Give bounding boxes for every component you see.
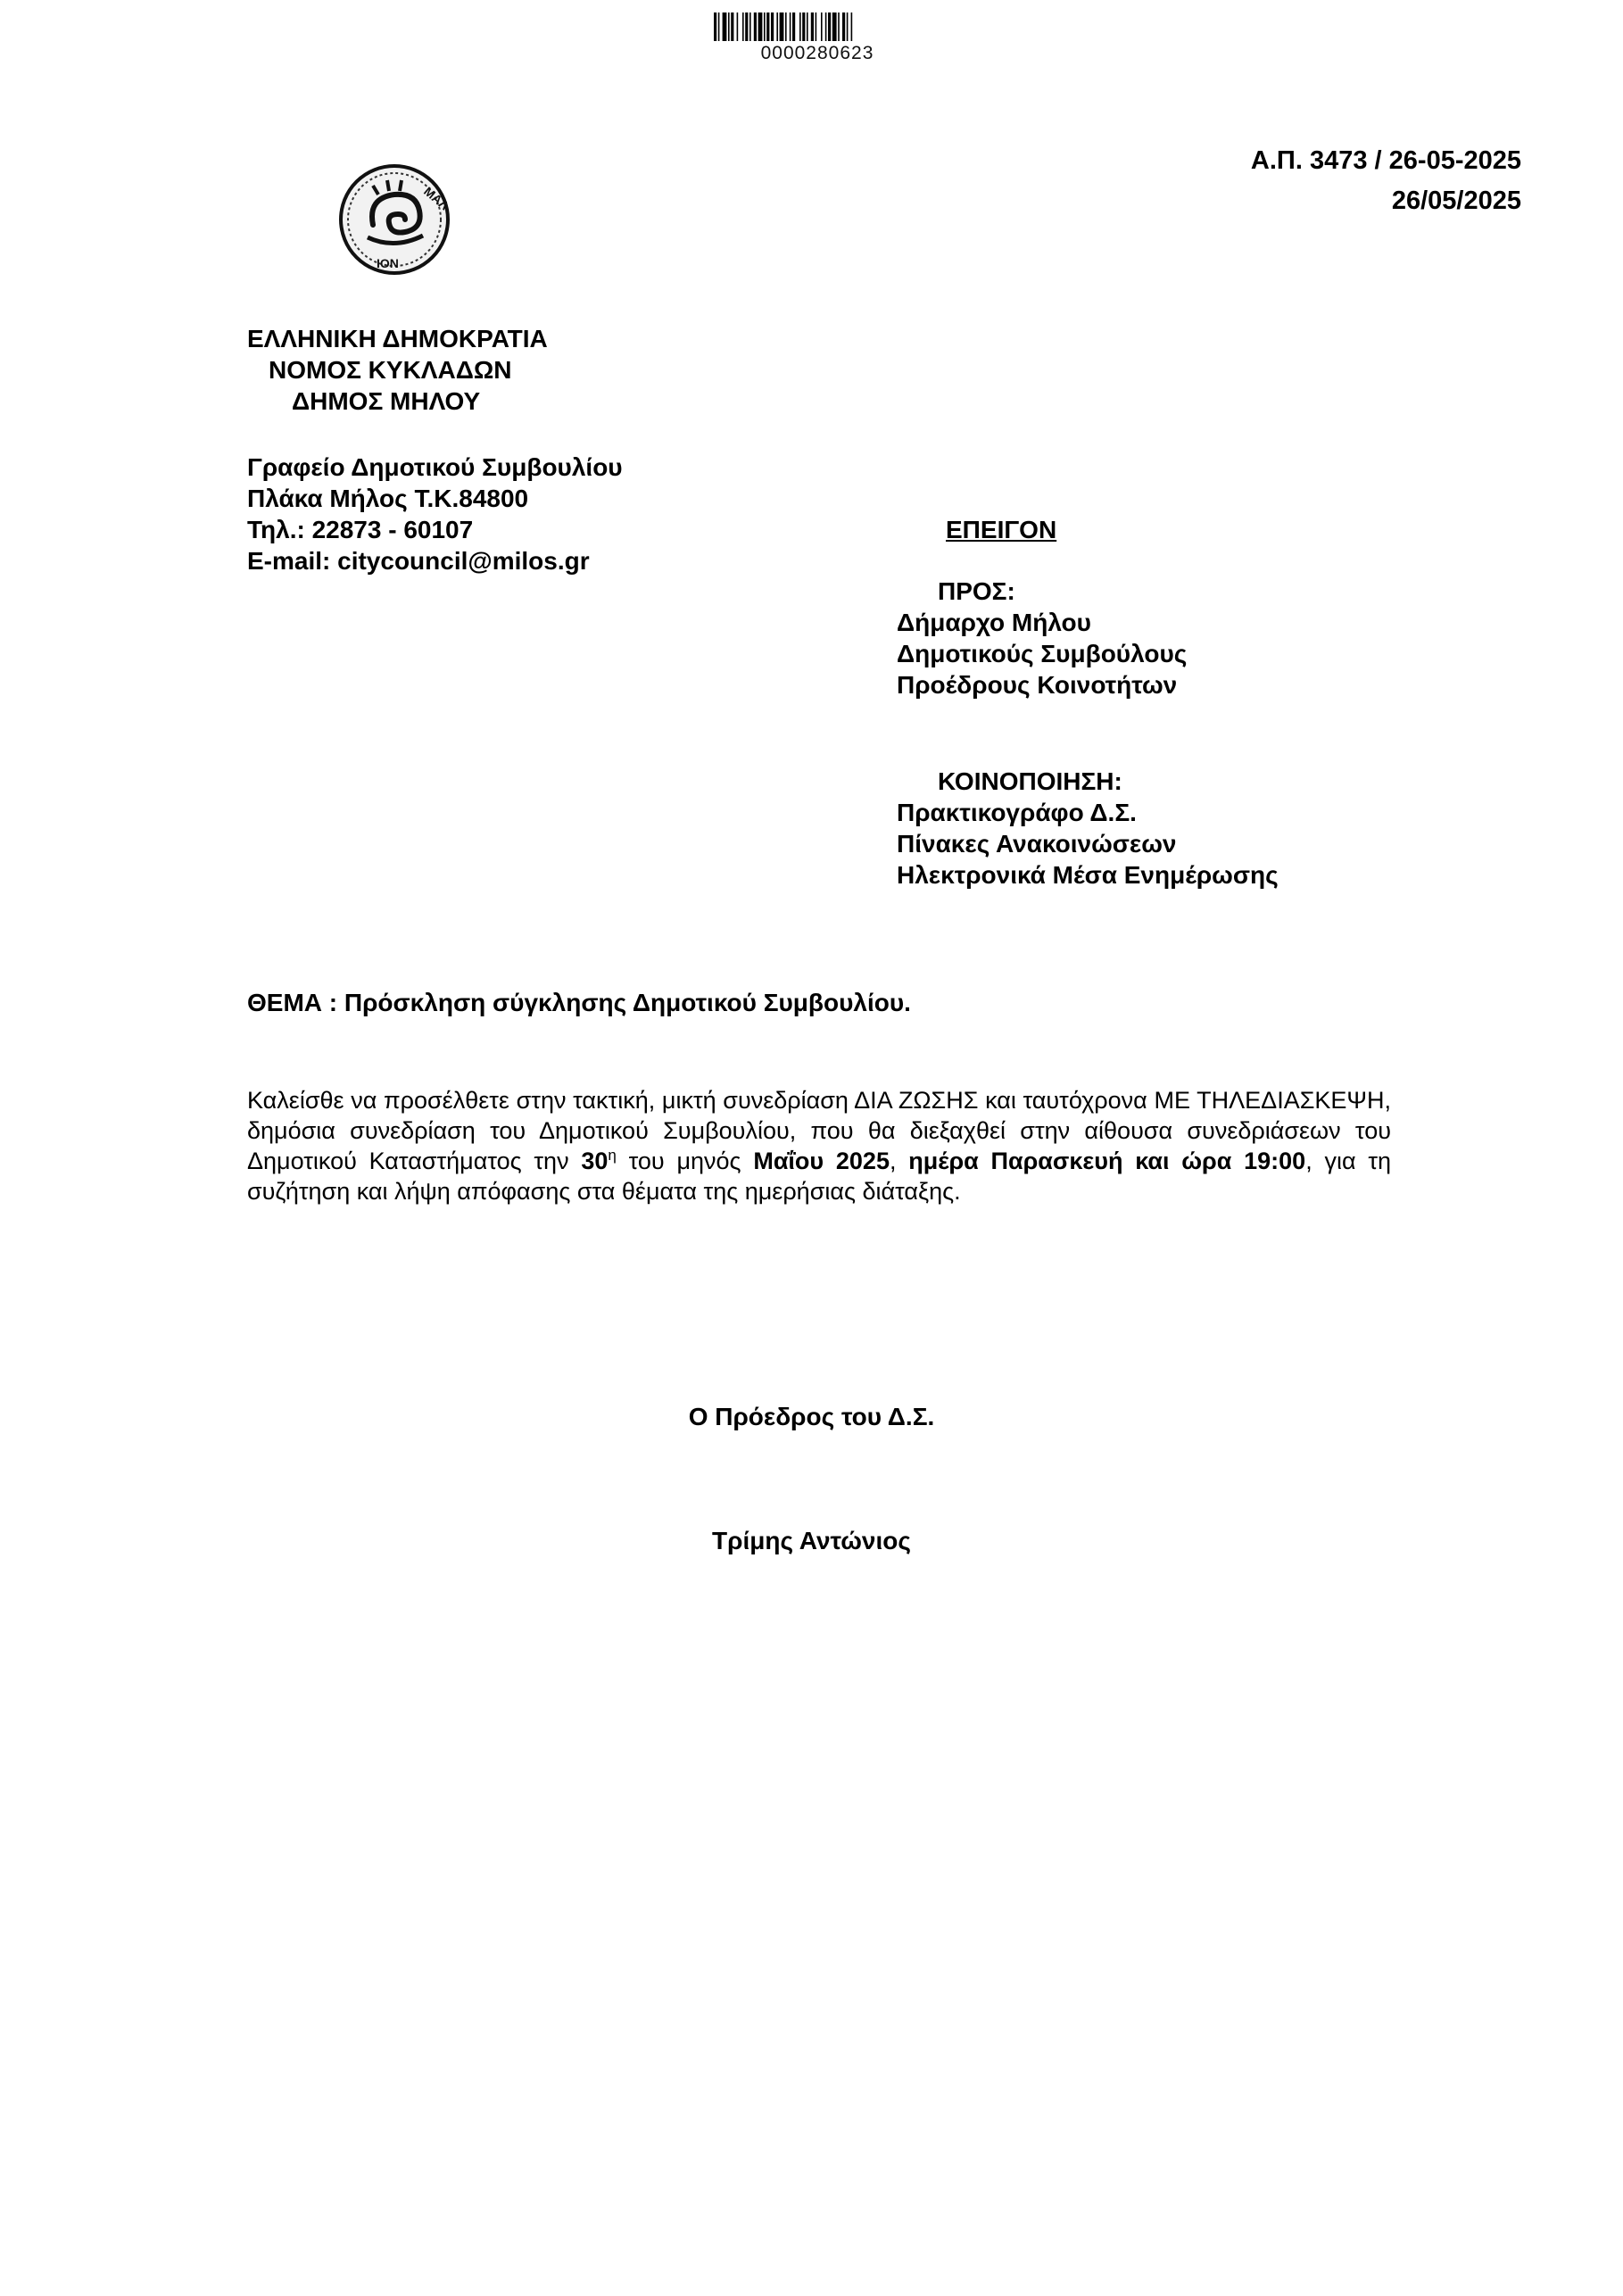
barcode-bar (802, 12, 805, 41)
barcode-bar (838, 12, 840, 41)
protocol-date: 26/05/2025 (1391, 186, 1521, 215)
barcode-bar (754, 12, 757, 41)
barcode-bar (728, 12, 730, 41)
barcode-bar (821, 12, 823, 41)
barcode (714, 12, 921, 41)
body-comma: , (889, 1148, 909, 1174)
recipient-item: Δημοτικούς Συμβούλους (897, 640, 1188, 667)
country-name: ΕΛΛΗΝΙΚΗ ΔΗΜΟΚΡΑΤΙΑ (247, 325, 548, 352)
barcode-bar (714, 12, 716, 41)
barcode-bar (816, 12, 817, 41)
barcode-bar (749, 12, 751, 41)
body-part-1: Καλείσθε να προσέλθετε στην τακτική, μικτή συνεδρίαση ΔΙΑ ΖΩΣΗΣ και ταυτόχρονα ΜΕ ΤΗΛΕΔΙΑΣΚΕΨΗ, δημόσια συνεδρίαση του Δημοτικού Συμβουλίου, που θα διεξαχθεί στην αίθουσα συνεδριάσεων του Δημοτικού Καταστήματος την (247, 1087, 1391, 1174)
notification-item: Πρακτικογράφο Δ.Σ. (897, 799, 1137, 826)
issuer-header (247, 323, 548, 417)
barcode-bar (766, 12, 769, 41)
barcode-bar (742, 12, 744, 41)
barcode-bar (792, 12, 795, 41)
barcode-bar (799, 12, 801, 41)
contact-block (247, 452, 623, 576)
prefecture-name: ΝΟΜΟΣ ΚΥΚΛΑΔΩΝ (269, 356, 512, 384)
signer-title: Ο Πρόεδρος του Δ.Σ. (688, 1403, 935, 1430)
barcode-bar (828, 12, 831, 41)
barcode-bar (780, 12, 784, 41)
recipient-item: Προέδρους Κοινοτήτων (897, 671, 1178, 699)
urgent-label: ΕΠΕΙΓΟΝ (946, 516, 1057, 543)
barcode-bar (776, 12, 778, 41)
notification-block (897, 766, 1279, 891)
notification-label: ΚΟΙΝΟΠΟΙΗΣΗ: (938, 767, 1122, 795)
body-part-3: , για τη συζήτηση και λήψη απόφασης στα θέματα της ημερήσιας διάταξης. (247, 1148, 1392, 1205)
barcode-bar (811, 12, 814, 41)
body-paragraph (247, 1085, 1391, 1206)
barcode-bar (758, 12, 763, 41)
barcode-bar (771, 12, 774, 41)
meeting-month: Μαΐου 2025 (753, 1148, 890, 1174)
protocol-block (1251, 141, 1521, 221)
office-name: Γραφείο Δημοτικού Συμβουλίου (247, 453, 623, 481)
barcode-bar (847, 12, 849, 41)
meeting-day-suffix: η (608, 1147, 617, 1164)
body-part-2: του μηνός (616, 1148, 754, 1174)
barcode-bar (842, 12, 845, 41)
municipal-seal-icon (337, 162, 451, 277)
municipality-name: ΔΗΜΟΣ ΜΗΛΟΥ (292, 387, 481, 415)
recipients-block (897, 576, 1187, 700)
barcode-bar (737, 12, 739, 41)
recipients-label: ΠΡΟΣ: (938, 577, 1015, 605)
meeting-day: 30 (581, 1148, 609, 1174)
barcode-bar (731, 12, 733, 41)
barcode-bar (723, 12, 727, 41)
signer-name: Τρίμης Αντώνιος (712, 1527, 911, 1554)
office-phone: Τηλ.: 22873 - 60107 (247, 516, 474, 543)
barcode-bar (790, 12, 791, 41)
barcode-bar (785, 12, 787, 41)
svg-text:ΜΑΛ: ΜΑΛ (421, 184, 451, 213)
barcode-bar (764, 12, 766, 41)
subject-line: ΘΕΜΑ : Πρόσκληση σύγκλησης Δημοτικού Συμβουλίου. (247, 989, 911, 1016)
protocol-reference: Α.Π. 3473 / 26-05-2025 (1250, 146, 1521, 175)
office-email: E-mail: citycouncil@milos.gr (247, 547, 590, 575)
barcode-bar (825, 12, 827, 41)
meeting-weekday-time: ημέρα Παρασκευή και ώρα 19:00 (908, 1148, 1306, 1174)
barcode-bar (832, 12, 837, 41)
barcode-bar (745, 12, 748, 41)
notification-item: Πίνακες Ανακοινώσεων (897, 830, 1177, 858)
barcode-number: 0000280623 (760, 43, 874, 63)
notification-item: Ηλεκτρονικά Μέσα Ενημέρωσης (897, 861, 1279, 889)
barcode-bar (718, 12, 720, 41)
barcode-bar (807, 12, 808, 41)
recipient-item: Δήμαρχο Μήλου (897, 609, 1091, 636)
office-address: Πλάκα Μήλος Τ.Κ.84800 (247, 485, 529, 512)
barcode-bar (851, 12, 853, 41)
svg-text:ΙΟΝ: ΙΟΝ (377, 256, 399, 270)
